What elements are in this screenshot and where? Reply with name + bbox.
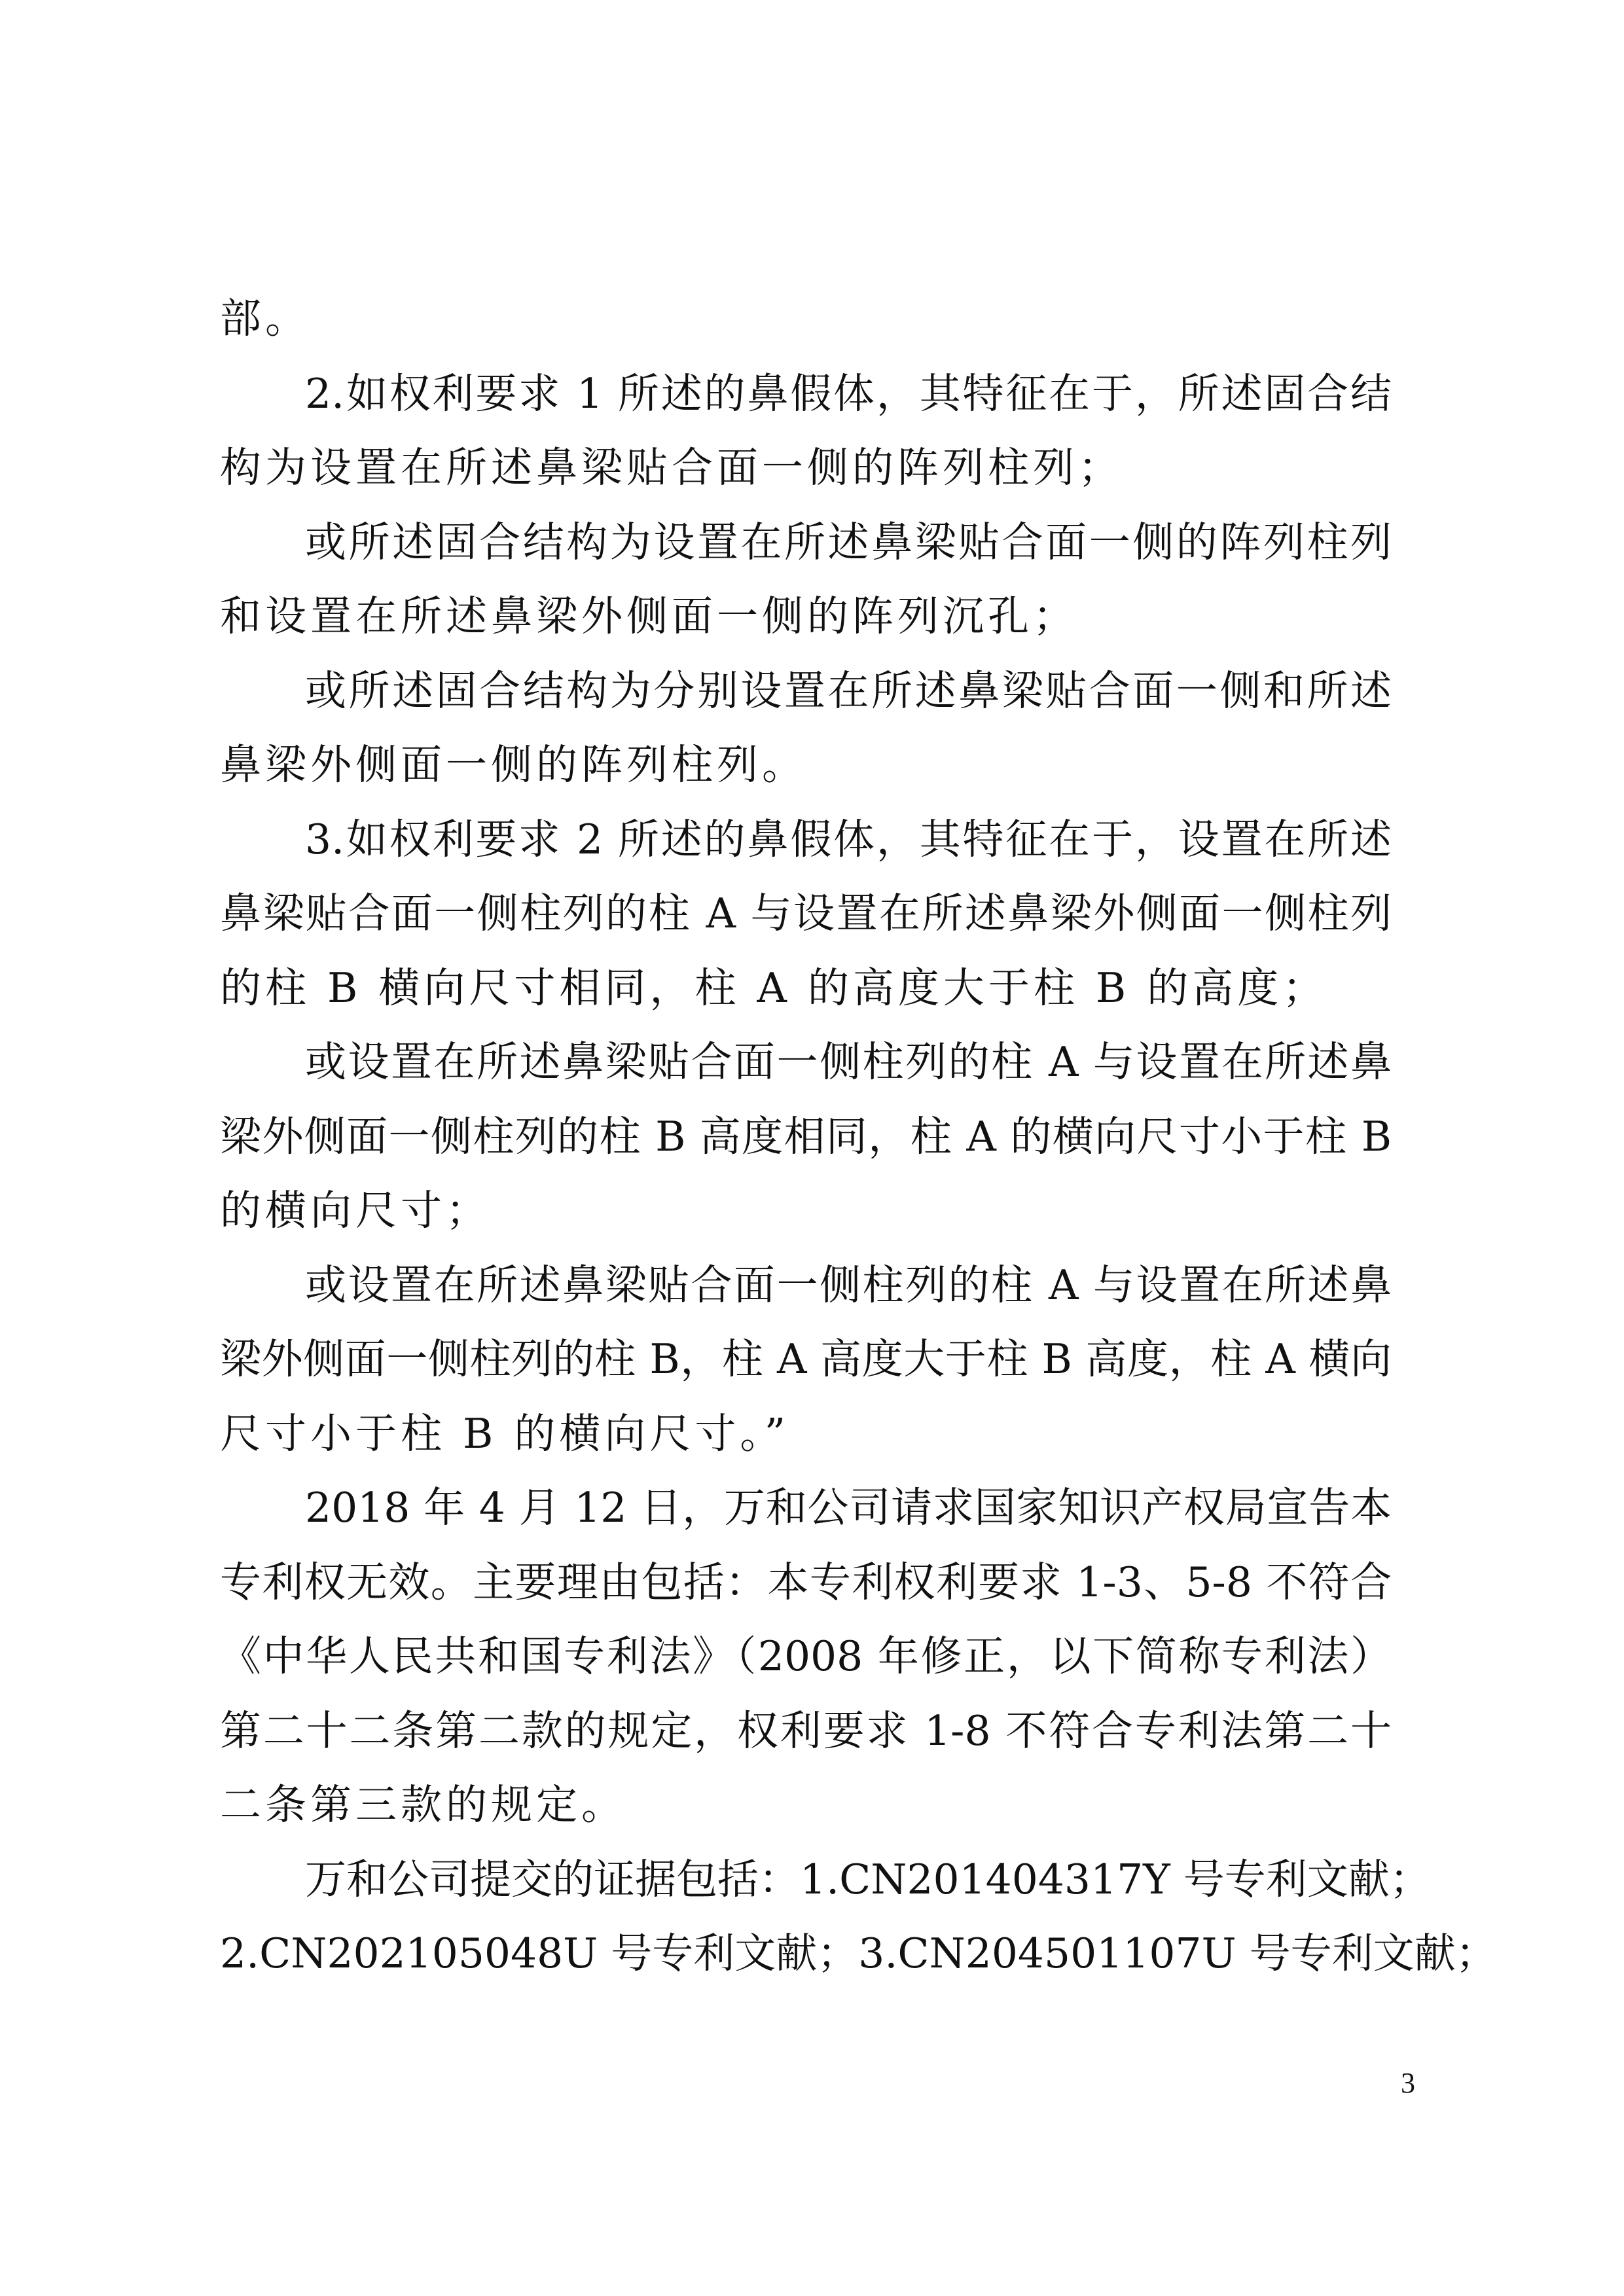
text-line-20: 第二十二条第二款的规定，权利要求 1-8 不符合专利法第二十 (220, 1707, 1392, 1755)
text-line-19: 《中华人民共和国专利法》（2008 年修正，以下简称专利法） (220, 1632, 1392, 1680)
text-line-6: 或所述固合结构为分别设置在所述鼻梁贴合面一侧和所述 (305, 667, 1392, 715)
text-line-5: 和设置在所述鼻梁外侧面一侧的阵列沉孔； (220, 592, 1078, 640)
text-line-7: 鼻梁外侧面一侧的阵列柱列。 (220, 741, 807, 789)
text-line-10: 的柱 B 横向尺寸相同，柱 A 的高度大于柱 B 的高度； (220, 964, 1328, 1012)
text-line-9: 鼻梁贴合面一侧柱列的柱 A 与设置在所述鼻梁外侧面一侧柱列 (220, 889, 1392, 937)
text-line-1: 部。 (220, 295, 310, 342)
page-number: 3 (1401, 2067, 1415, 2099)
text-line-13: 的横向尺寸； (220, 1187, 491, 1234)
text-line-16: 尺寸小于柱 B 的横向尺寸。” (220, 1410, 790, 1458)
text-line-14: 或设置在所述鼻梁贴合面一侧柱列的柱 A 与设置在所述鼻 (305, 1261, 1392, 1309)
text-line-11: 或设置在所述鼻梁贴合面一侧柱列的柱 A 与设置在所述鼻 (305, 1038, 1392, 1086)
text-line-4: 或所述固合结构为设置在所述鼻梁贴合面一侧的阵列柱列 (305, 518, 1392, 566)
text-line-18: 专利权无效。主要理由包括：本专利权利要求 1-3、5-8 不符合 (220, 1558, 1392, 1606)
text-line-17: 2018 年 4 月 12 日，万和公司请求国家知识产权局宣告本 (305, 1484, 1392, 1532)
text-line-15: 梁外侧面一侧柱列的柱 B，柱 A 高度大于柱 B 高度，柱 A 横向 (220, 1335, 1392, 1383)
text-line-23: 2.CN202105048U 号专利文献；3.CN204501107U 号专利文献； (220, 1929, 1497, 1977)
text-line-3: 构为设置在所述鼻梁贴合面一侧的阵列柱列； (220, 444, 1123, 492)
text-line-22: 万和公司提交的证据包括：1.CN201404317Y 号专利文献； (305, 1856, 1431, 1903)
text-line-2: 2.如权利要求 1 所述的鼻假体，其特征在于，所述固合结 (305, 370, 1392, 418)
text-line-8: 3.如权利要求 2 所述的鼻假体，其特征在于，设置在所述 (305, 816, 1392, 863)
text-line-12: 梁外侧面一侧柱列的柱 B 高度相同，柱 A 的横向尺寸小于柱 B (220, 1113, 1392, 1160)
text-line-21: 二条第三款的规定。 (220, 1781, 626, 1829)
